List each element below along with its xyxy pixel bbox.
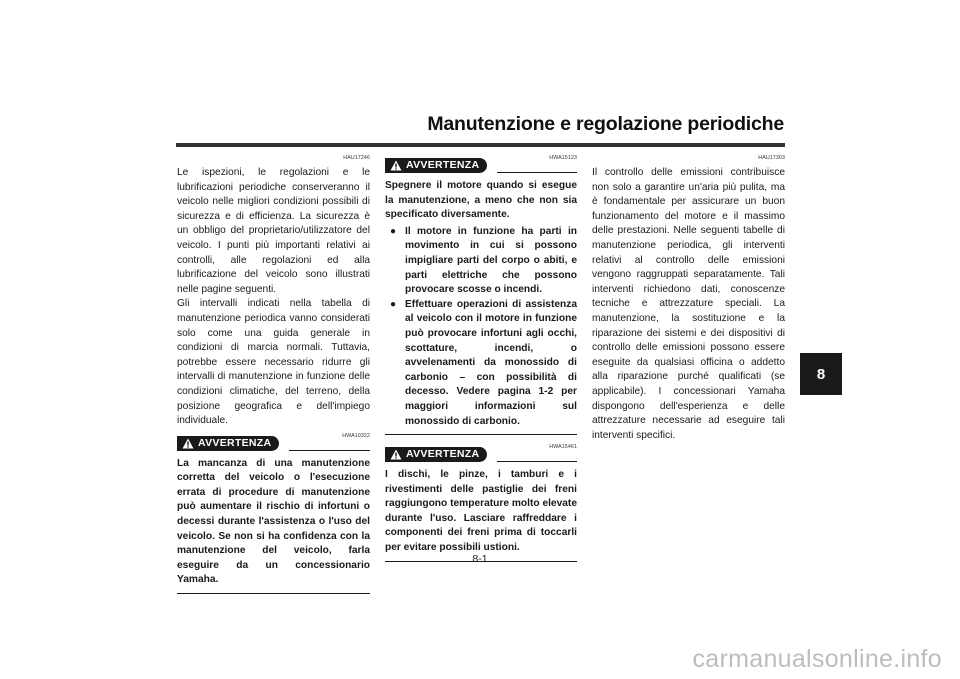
paragraph: Gli intervalli indicati nella tabella di manutenzione periodica vanno considerati solo come una guida generale in condizioni di marcia normali. Tuttavia, potrebbe essere necessario ridurre gli intervalli di manutenzione in funzione delle condizioni climatiche, del terreno, della posizione geografica e dell'impiego individuale. bbox=[177, 298, 370, 427]
warning-header bbox=[385, 158, 577, 173]
warning-header bbox=[385, 447, 577, 462]
warning-code: HWA10322 bbox=[342, 432, 370, 439]
column-right bbox=[592, 154, 785, 443]
warning-box bbox=[177, 436, 370, 594]
warning-box bbox=[385, 158, 577, 435]
warning-badge bbox=[177, 436, 279, 451]
warning-header bbox=[177, 436, 370, 451]
list-item: ● Effettuare operazioni di assistenza al veicolo con il motore in funzione può provocare infortuni agli occhi, scottature, incendi, o avvelenamenti da monossido di carbonio – con possibilità di decesso. Vedere pagina 1-2 per maggiori informazioni sul monossido di carbonio. bbox=[405, 298, 577, 429]
warning-rule bbox=[497, 171, 577, 173]
warning-badge bbox=[385, 447, 487, 462]
paragraph: Le ispezioni, le regolazioni e le lubrificazioni periodiche conserveranno il veicolo nelle migliori condizioni possibili di sicurezza e di efficienza. La sicurezza è un obbligo del proprietario/utilizzatore del veicolo. I punti più importanti relativi ai controlli, alle regolazioni ed alla lubrificazione del veicolo sono illustrati nelle pagine seguenti. bbox=[177, 167, 370, 295]
section-code: HAU17246 bbox=[343, 155, 370, 161]
warning-rule bbox=[497, 460, 577, 462]
list-item: ● Il motore in funzione ha parti in movimento in cui si possono impigliare parti del corpo o abiti, e parti elettriche che possono provocare scosse o incendi. bbox=[405, 225, 577, 298]
paragraph: Il controllo delle emissioni contribuisce non solo a garantire un'aria più pulita, ma è fondamentale per assicurare un buon funzionamento del motore e il massimo delle prestazioni. Nelle seguenti tabelle di manutenzione periodica, gli interventi relativi al controllo delle emissioni vengono raggruppati separatamente. Tali interventi richiedono dati, conoscenze tecniche e attrezzature speciali. La manutenzione, la sostituzione e la riparazione dei sistemi e dei dispositivi di controllo delle emissioni possono essere eseguite da qualsiasi officina o addetto alla riparazione purché qualificati (se applicabile). I concessionari Yamaha dispongono dell'esperienza e delle attrezzature necessarie ad eseguire tali interventi specifici. bbox=[592, 167, 785, 441]
warning-text: I dischi, le pinze, i tamburi e i rivestimenti delle pastiglie dei freni raggiungono temperature molto elevate durante l'uso. Lasciare raffreddare i componenti dei freni prima di toccarli per evitare possibili ustioni. bbox=[385, 469, 577, 554]
page-number: 8-1 bbox=[472, 553, 488, 565]
warning-rule bbox=[289, 449, 370, 451]
warning-list bbox=[385, 225, 577, 429]
column-middle bbox=[385, 154, 577, 562]
warning-code: HWA15461 bbox=[549, 444, 577, 451]
warning-intro: Spegnere il motore quando si esegue la manutenzione, a meno che non sia specificato diversamente. bbox=[385, 180, 577, 221]
chapter-tab: 8 bbox=[800, 353, 842, 395]
warning-label: AVVERTENZA bbox=[406, 448, 480, 461]
warning-text: La mancanza di una manutenzione corretta del veicolo o l'esecuzione errata di procedure di manutenzione può aumentare il rischio di infortuni o decessi durante l'assistenza o l'uso del veicolo. Se non si ha confidenza con la manutenzione del veicolo, farla eseguire da un concessionario Yamaha. bbox=[177, 457, 370, 586]
warning-code: HWA15123 bbox=[549, 155, 577, 161]
warning-triangle-icon bbox=[390, 449, 402, 460]
warning-triangle-icon bbox=[182, 438, 194, 449]
page-title: Manutenzione e regolazione periodiche bbox=[427, 113, 784, 135]
warning-label: AVVERTENZA bbox=[406, 159, 480, 172]
column-left bbox=[177, 154, 370, 594]
warning-label: AVVERTENZA bbox=[198, 436, 272, 449]
warning-badge bbox=[385, 158, 487, 173]
warning-box bbox=[385, 447, 577, 562]
title-rule bbox=[176, 143, 785, 147]
watermark: carmanualsonline.info bbox=[692, 645, 942, 673]
warning-triangle-icon bbox=[390, 160, 402, 171]
section-code: HAU17303 bbox=[758, 155, 785, 161]
